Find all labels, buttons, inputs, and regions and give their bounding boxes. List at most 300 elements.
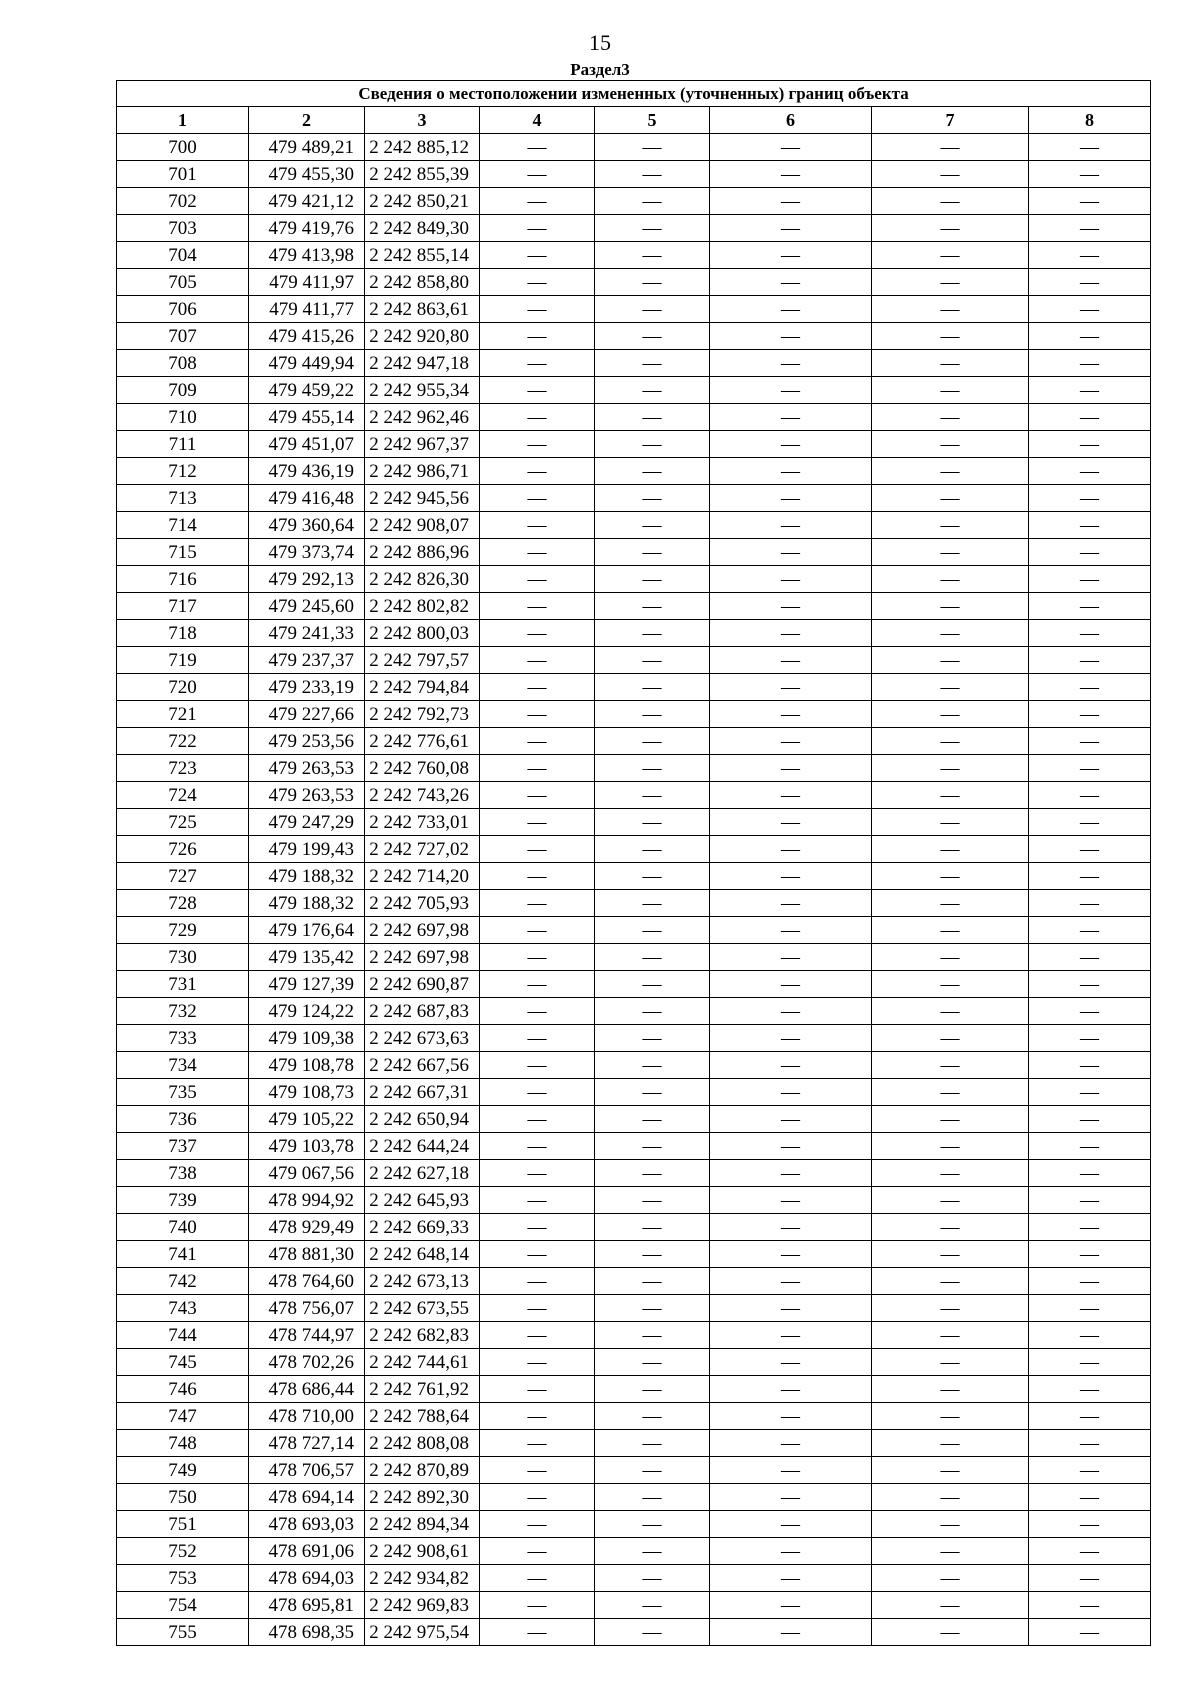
empty-value-dash: —: [1029, 890, 1151, 917]
empty-value-dash: —: [710, 1592, 872, 1619]
empty-value-dash: —: [480, 1376, 595, 1403]
empty-value-dash: —: [710, 1430, 872, 1457]
y-coordinate-cell: 2 242 627,18: [365, 1160, 480, 1187]
empty-value-dash: —: [480, 539, 595, 566]
empty-value-dash: —: [480, 242, 595, 269]
x-coordinate-cell: 478 686,44: [249, 1376, 365, 1403]
empty-value-dash: —: [710, 512, 872, 539]
empty-value-dash: —: [1029, 917, 1151, 944]
empty-value-dash: —: [1029, 647, 1151, 674]
point-number-cell: 724: [117, 782, 249, 809]
empty-value-dash: —: [710, 539, 872, 566]
x-coordinate-cell: 479 109,38: [249, 1025, 365, 1052]
empty-value-dash: —: [872, 1079, 1029, 1106]
empty-value-dash: —: [595, 1187, 710, 1214]
empty-value-dash: —: [595, 1106, 710, 1133]
empty-value-dash: —: [480, 1592, 595, 1619]
empty-value-dash: —: [1029, 593, 1151, 620]
empty-value-dash: —: [480, 836, 595, 863]
empty-value-dash: —: [710, 161, 872, 188]
empty-value-dash: —: [872, 1484, 1029, 1511]
empty-value-dash: —: [1029, 269, 1151, 296]
empty-value-dash: —: [595, 863, 710, 890]
y-coordinate-cell: 2 242 797,57: [365, 647, 480, 674]
empty-value-dash: —: [872, 1565, 1029, 1592]
empty-value-dash: —: [710, 890, 872, 917]
empty-value-dash: —: [872, 161, 1029, 188]
point-number-cell: 754: [117, 1592, 249, 1619]
empty-value-dash: —: [872, 755, 1029, 782]
empty-value-dash: —: [480, 1403, 595, 1430]
x-coordinate-cell: 478 756,07: [249, 1295, 365, 1322]
point-number-cell: 752: [117, 1538, 249, 1565]
empty-value-dash: —: [480, 1241, 595, 1268]
x-coordinate-cell: 479 292,13: [249, 566, 365, 593]
empty-value-dash: —: [480, 1160, 595, 1187]
empty-value-dash: —: [595, 215, 710, 242]
x-coordinate-cell: 479 105,22: [249, 1106, 365, 1133]
empty-value-dash: —: [1029, 1241, 1151, 1268]
empty-value-dash: —: [872, 863, 1029, 890]
table-row: [117, 458, 1151, 485]
empty-value-dash: —: [595, 782, 710, 809]
empty-value-dash: —: [872, 1349, 1029, 1376]
point-number-cell: 722: [117, 728, 249, 755]
empty-value-dash: —: [710, 701, 872, 728]
table-caption: Сведения о местоположении измененных (уточненных) границ объекта: [117, 81, 1151, 107]
empty-value-dash: —: [872, 1268, 1029, 1295]
empty-value-dash: —: [1029, 1214, 1151, 1241]
y-coordinate-cell: 2 242 849,30: [365, 215, 480, 242]
x-coordinate-cell: 479 455,14: [249, 404, 365, 431]
point-number-cell: 705: [117, 269, 249, 296]
empty-value-dash: —: [1029, 134, 1151, 161]
y-coordinate-cell: 2 242 673,55: [365, 1295, 480, 1322]
point-number-cell: 742: [117, 1268, 249, 1295]
table-row: [117, 1052, 1151, 1079]
empty-value-dash: —: [710, 620, 872, 647]
y-coordinate-cell: 2 242 727,02: [365, 836, 480, 863]
empty-value-dash: —: [480, 1484, 595, 1511]
empty-value-dash: —: [595, 917, 710, 944]
empty-value-dash: —: [710, 971, 872, 998]
empty-value-dash: —: [480, 1619, 595, 1646]
x-coordinate-cell: 479 108,73: [249, 1079, 365, 1106]
table-body: [117, 134, 1151, 1646]
point-number-cell: 743: [117, 1295, 249, 1322]
empty-value-dash: —: [480, 1511, 595, 1538]
empty-value-dash: —: [1029, 1619, 1151, 1646]
empty-value-dash: —: [872, 512, 1029, 539]
table-row: [117, 1511, 1151, 1538]
empty-value-dash: —: [1029, 1133, 1151, 1160]
empty-value-dash: —: [480, 296, 595, 323]
empty-value-dash: —: [1029, 512, 1151, 539]
point-number-cell: 740: [117, 1214, 249, 1241]
y-coordinate-cell: 2 242 667,56: [365, 1052, 480, 1079]
table-row: [117, 1106, 1151, 1133]
empty-value-dash: —: [1029, 971, 1151, 998]
table-row: [117, 620, 1151, 647]
table-row: [117, 647, 1151, 674]
empty-value-dash: —: [595, 836, 710, 863]
empty-value-dash: —: [710, 836, 872, 863]
column-number: 8: [1029, 107, 1151, 134]
empty-value-dash: —: [595, 1538, 710, 1565]
empty-value-dash: —: [710, 917, 872, 944]
point-number-cell: 746: [117, 1376, 249, 1403]
y-coordinate-cell: 2 242 855,39: [365, 161, 480, 188]
empty-value-dash: —: [480, 512, 595, 539]
y-coordinate-cell: 2 242 855,14: [365, 242, 480, 269]
coordinates-table: [116, 80, 1151, 1646]
empty-value-dash: —: [595, 1592, 710, 1619]
empty-value-dash: —: [872, 1025, 1029, 1052]
x-coordinate-cell: 478 929,49: [249, 1214, 365, 1241]
empty-value-dash: —: [595, 944, 710, 971]
x-coordinate-cell: 479 413,98: [249, 242, 365, 269]
empty-value-dash: —: [1029, 566, 1151, 593]
table-row: [117, 431, 1151, 458]
y-coordinate-cell: 2 242 687,83: [365, 998, 480, 1025]
y-coordinate-cell: 2 242 962,46: [365, 404, 480, 431]
x-coordinate-cell: 479 199,43: [249, 836, 365, 863]
empty-value-dash: —: [872, 134, 1029, 161]
empty-value-dash: —: [1029, 620, 1151, 647]
empty-value-dash: —: [710, 593, 872, 620]
y-coordinate-cell: 2 242 975,54: [365, 1619, 480, 1646]
y-coordinate-cell: 2 242 673,13: [365, 1268, 480, 1295]
empty-value-dash: —: [710, 1052, 872, 1079]
point-number-cell: 739: [117, 1187, 249, 1214]
table-row: [117, 512, 1151, 539]
column-number: 4: [480, 107, 595, 134]
empty-value-dash: —: [595, 1214, 710, 1241]
empty-value-dash: —: [480, 674, 595, 701]
point-number-cell: 747: [117, 1403, 249, 1430]
y-coordinate-cell: 2 242 645,93: [365, 1187, 480, 1214]
point-number-cell: 745: [117, 1349, 249, 1376]
table-row: [117, 1484, 1151, 1511]
point-number-cell: 718: [117, 620, 249, 647]
empty-value-dash: —: [480, 134, 595, 161]
point-number-cell: 748: [117, 1430, 249, 1457]
empty-value-dash: —: [872, 458, 1029, 485]
empty-value-dash: —: [1029, 755, 1151, 782]
empty-value-dash: —: [872, 1214, 1029, 1241]
section-title: Раздел3: [570, 60, 630, 79]
empty-value-dash: —: [480, 647, 595, 674]
empty-value-dash: —: [710, 1079, 872, 1106]
x-coordinate-cell: 479 263,53: [249, 782, 365, 809]
empty-value-dash: —: [872, 215, 1029, 242]
table-row: [117, 377, 1151, 404]
empty-value-dash: —: [710, 728, 872, 755]
table-row: [117, 350, 1151, 377]
empty-value-dash: —: [1029, 377, 1151, 404]
empty-value-dash: —: [480, 1565, 595, 1592]
empty-value-dash: —: [710, 242, 872, 269]
x-coordinate-cell: 479 227,66: [249, 701, 365, 728]
empty-value-dash: —: [1029, 296, 1151, 323]
empty-value-dash: —: [480, 188, 595, 215]
y-coordinate-cell: 2 242 894,34: [365, 1511, 480, 1538]
y-coordinate-cell: 2 242 892,30: [365, 1484, 480, 1511]
empty-value-dash: —: [480, 701, 595, 728]
empty-value-dash: —: [872, 566, 1029, 593]
x-coordinate-cell: 478 744,97: [249, 1322, 365, 1349]
empty-value-dash: —: [1029, 1079, 1151, 1106]
empty-value-dash: —: [595, 512, 710, 539]
table-row: [117, 1295, 1151, 1322]
x-coordinate-cell: 479 459,22: [249, 377, 365, 404]
empty-value-dash: —: [1029, 1511, 1151, 1538]
table-row: [117, 1322, 1151, 1349]
empty-value-dash: —: [1029, 161, 1151, 188]
point-number-cell: 751: [117, 1511, 249, 1538]
empty-value-dash: —: [480, 485, 595, 512]
empty-value-dash: —: [872, 1511, 1029, 1538]
table-row: [117, 242, 1151, 269]
point-number-cell: 750: [117, 1484, 249, 1511]
point-number-cell: 716: [117, 566, 249, 593]
point-number-cell: 736: [117, 1106, 249, 1133]
empty-value-dash: —: [1029, 674, 1151, 701]
table-row: [117, 971, 1151, 998]
empty-value-dash: —: [595, 620, 710, 647]
empty-value-dash: —: [872, 1592, 1029, 1619]
empty-value-dash: —: [480, 161, 595, 188]
x-coordinate-cell: 479 067,56: [249, 1160, 365, 1187]
table-row: [117, 1187, 1151, 1214]
empty-value-dash: —: [1029, 1592, 1151, 1619]
y-coordinate-cell: 2 242 667,31: [365, 1079, 480, 1106]
empty-value-dash: —: [710, 1403, 872, 1430]
point-number-cell: 744: [117, 1322, 249, 1349]
empty-value-dash: —: [480, 350, 595, 377]
y-coordinate-cell: 2 242 934,82: [365, 1565, 480, 1592]
point-number-cell: 720: [117, 674, 249, 701]
empty-value-dash: —: [872, 1457, 1029, 1484]
empty-value-dash: —: [710, 1025, 872, 1052]
empty-value-dash: —: [480, 1025, 595, 1052]
empty-value-dash: —: [710, 350, 872, 377]
empty-value-dash: —: [595, 539, 710, 566]
x-coordinate-cell: 478 693,03: [249, 1511, 365, 1538]
y-coordinate-cell: 2 242 744,61: [365, 1349, 480, 1376]
empty-value-dash: —: [480, 1214, 595, 1241]
empty-value-dash: —: [595, 566, 710, 593]
empty-value-dash: —: [710, 1187, 872, 1214]
table-row: [117, 944, 1151, 971]
empty-value-dash: —: [480, 998, 595, 1025]
point-number-cell: 749: [117, 1457, 249, 1484]
empty-value-dash: —: [595, 350, 710, 377]
y-coordinate-cell: 2 242 673,63: [365, 1025, 480, 1052]
y-coordinate-cell: 2 242 705,93: [365, 890, 480, 917]
empty-value-dash: —: [480, 404, 595, 431]
x-coordinate-cell: 479 127,39: [249, 971, 365, 998]
empty-value-dash: —: [872, 377, 1029, 404]
empty-value-dash: —: [480, 269, 595, 296]
point-number-cell: 755: [117, 1619, 249, 1646]
empty-value-dash: —: [480, 1538, 595, 1565]
table-row: [117, 404, 1151, 431]
empty-value-dash: —: [1029, 1457, 1151, 1484]
empty-value-dash: —: [595, 1376, 710, 1403]
empty-value-dash: —: [595, 728, 710, 755]
empty-value-dash: —: [595, 1565, 710, 1592]
point-number-cell: 711: [117, 431, 249, 458]
point-number-cell: 732: [117, 998, 249, 1025]
x-coordinate-cell: 478 994,92: [249, 1187, 365, 1214]
empty-value-dash: —: [710, 269, 872, 296]
empty-value-dash: —: [595, 458, 710, 485]
empty-value-dash: —: [872, 1160, 1029, 1187]
empty-value-dash: —: [1029, 1160, 1151, 1187]
y-coordinate-cell: 2 242 697,98: [365, 917, 480, 944]
empty-value-dash: —: [1029, 404, 1151, 431]
column-number: 2: [249, 107, 365, 134]
point-number-cell: 714: [117, 512, 249, 539]
x-coordinate-cell: 479 247,29: [249, 809, 365, 836]
table-row: [117, 674, 1151, 701]
table-row: [117, 1619, 1151, 1646]
point-number-cell: 712: [117, 458, 249, 485]
empty-value-dash: —: [872, 620, 1029, 647]
empty-value-dash: —: [595, 755, 710, 782]
y-coordinate-cell: 2 242 714,20: [365, 863, 480, 890]
y-coordinate-cell: 2 242 743,26: [365, 782, 480, 809]
table-row: [117, 1268, 1151, 1295]
empty-value-dash: —: [710, 1214, 872, 1241]
x-coordinate-cell: 478 727,14: [249, 1430, 365, 1457]
point-number-cell: 734: [117, 1052, 249, 1079]
column-number: 3: [365, 107, 480, 134]
empty-value-dash: —: [595, 1619, 710, 1646]
table-row: [117, 1403, 1151, 1430]
point-number-cell: 706: [117, 296, 249, 323]
point-number-cell: 725: [117, 809, 249, 836]
empty-value-dash: —: [872, 539, 1029, 566]
empty-value-dash: —: [595, 1160, 710, 1187]
y-coordinate-cell: 2 242 945,56: [365, 485, 480, 512]
x-coordinate-cell: 479 263,53: [249, 755, 365, 782]
empty-value-dash: —: [595, 1403, 710, 1430]
empty-value-dash: —: [480, 890, 595, 917]
empty-value-dash: —: [710, 647, 872, 674]
table-row: [117, 1133, 1151, 1160]
point-number-cell: 726: [117, 836, 249, 863]
empty-value-dash: —: [710, 809, 872, 836]
empty-value-dash: —: [710, 215, 872, 242]
point-number-cell: 702: [117, 188, 249, 215]
point-number-cell: 733: [117, 1025, 249, 1052]
x-coordinate-cell: 479 103,78: [249, 1133, 365, 1160]
column-number: 1: [117, 107, 249, 134]
empty-value-dash: —: [710, 485, 872, 512]
empty-value-dash: —: [480, 1079, 595, 1106]
empty-value-dash: —: [1029, 728, 1151, 755]
column-number: 6: [710, 107, 872, 134]
y-coordinate-cell: 2 242 986,71: [365, 458, 480, 485]
x-coordinate-cell: 479 421,12: [249, 188, 365, 215]
empty-value-dash: —: [1029, 1268, 1151, 1295]
x-coordinate-cell: 479 188,32: [249, 863, 365, 890]
empty-value-dash: —: [1029, 944, 1151, 971]
point-number-cell: 727: [117, 863, 249, 890]
empty-value-dash: —: [595, 404, 710, 431]
empty-value-dash: —: [595, 1133, 710, 1160]
empty-value-dash: —: [872, 1133, 1029, 1160]
x-coordinate-cell: 478 702,26: [249, 1349, 365, 1376]
point-number-cell: 737: [117, 1133, 249, 1160]
empty-value-dash: —: [872, 593, 1029, 620]
y-coordinate-cell: 2 242 792,73: [365, 701, 480, 728]
y-coordinate-cell: 2 242 648,14: [365, 1241, 480, 1268]
empty-value-dash: —: [480, 1187, 595, 1214]
empty-value-dash: —: [595, 674, 710, 701]
x-coordinate-cell: 479 449,94: [249, 350, 365, 377]
empty-value-dash: —: [480, 323, 595, 350]
empty-value-dash: —: [872, 782, 1029, 809]
table-row: [117, 539, 1151, 566]
empty-value-dash: —: [595, 1430, 710, 1457]
empty-value-dash: —: [595, 1511, 710, 1538]
x-coordinate-cell: 479 135,42: [249, 944, 365, 971]
table-row: [117, 1430, 1151, 1457]
y-coordinate-cell: 2 242 886,96: [365, 539, 480, 566]
empty-value-dash: —: [872, 485, 1029, 512]
y-coordinate-cell: 2 242 863,61: [365, 296, 480, 323]
table-row: [117, 1376, 1151, 1403]
x-coordinate-cell: 478 695,81: [249, 1592, 365, 1619]
point-number-cell: 713: [117, 485, 249, 512]
empty-value-dash: —: [595, 1349, 710, 1376]
empty-value-dash: —: [872, 728, 1029, 755]
empty-value-dash: —: [480, 971, 595, 998]
empty-value-dash: —: [710, 188, 872, 215]
y-coordinate-cell: 2 242 908,07: [365, 512, 480, 539]
table-row: [117, 1025, 1151, 1052]
point-number-cell: 715: [117, 539, 249, 566]
empty-value-dash: —: [1029, 350, 1151, 377]
point-number-cell: 731: [117, 971, 249, 998]
empty-value-dash: —: [872, 674, 1029, 701]
empty-value-dash: —: [595, 998, 710, 1025]
table-row: [117, 269, 1151, 296]
empty-value-dash: —: [1029, 1295, 1151, 1322]
empty-value-dash: —: [1029, 1403, 1151, 1430]
empty-value-dash: —: [480, 1322, 595, 1349]
table-row: [117, 566, 1151, 593]
point-number-cell: 709: [117, 377, 249, 404]
empty-value-dash: —: [710, 1511, 872, 1538]
empty-value-dash: —: [1029, 782, 1151, 809]
empty-value-dash: —: [1029, 1565, 1151, 1592]
empty-value-dash: —: [1029, 809, 1151, 836]
empty-value-dash: —: [1029, 998, 1151, 1025]
empty-value-dash: —: [872, 944, 1029, 971]
empty-value-dash: —: [480, 755, 595, 782]
y-coordinate-cell: 2 242 870,89: [365, 1457, 480, 1484]
x-coordinate-cell: 479 419,76: [249, 215, 365, 242]
empty-value-dash: —: [710, 323, 872, 350]
empty-value-dash: —: [480, 620, 595, 647]
y-coordinate-cell: 2 242 650,94: [365, 1106, 480, 1133]
point-number-cell: 741: [117, 1241, 249, 1268]
empty-value-dash: —: [595, 1457, 710, 1484]
